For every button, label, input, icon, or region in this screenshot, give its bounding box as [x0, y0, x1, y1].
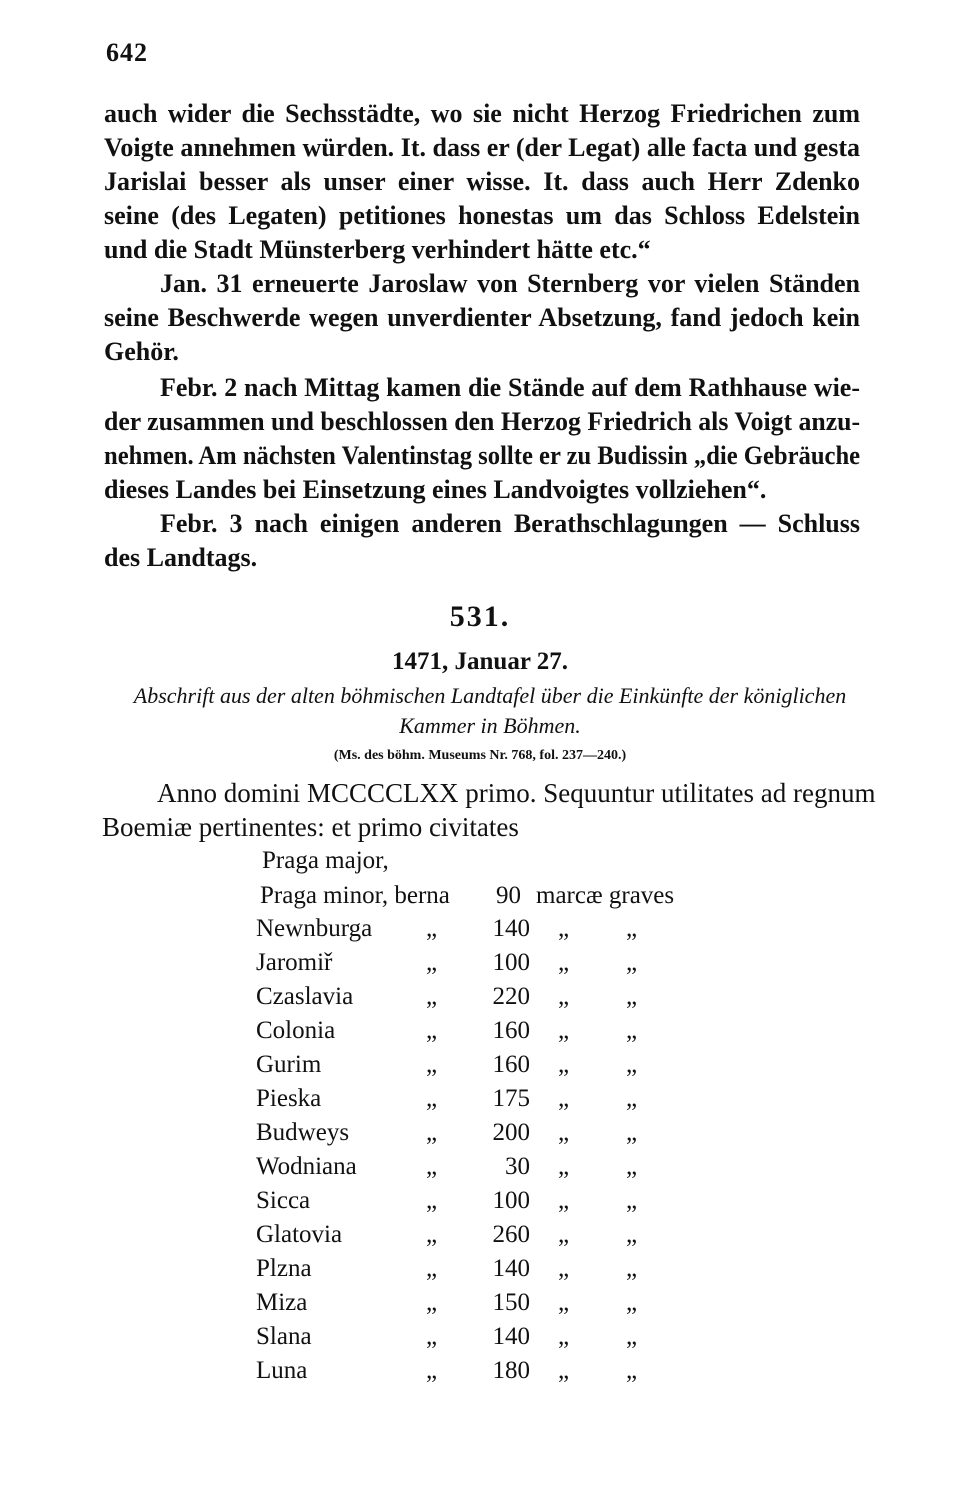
- place-name: Miza: [256, 1289, 308, 1316]
- ditto-mark: „: [426, 1323, 438, 1350]
- ditto-mark: „: [626, 915, 638, 942]
- place-name: Plzna: [256, 1255, 312, 1282]
- revenue-value: 175: [492, 1085, 530, 1112]
- table-row: [256, 1082, 716, 1116]
- paragraph-line: Jan. 31 erneuerte Jaroslaw von Sternberg vor vielen Ständen: [160, 269, 860, 298]
- revenue-value: 180: [492, 1357, 530, 1384]
- table-row: [256, 1150, 716, 1184]
- paragraph-line: seine (des Legaten) petitiones honestas um das Schloss Edelstein: [104, 201, 860, 230]
- ditto-mark: „: [558, 983, 570, 1010]
- revenue-value: 150: [492, 1289, 530, 1316]
- ditto-mark: „: [626, 949, 638, 976]
- revenue-value: 100: [492, 949, 530, 976]
- ditto-mark: „: [626, 1187, 638, 1214]
- ditto-mark: „: [558, 949, 570, 976]
- summary-line: Kammer in Böhmen.: [399, 713, 581, 738]
- document-summary: [110, 681, 870, 741]
- table-row: [256, 1320, 716, 1354]
- paragraph-line: des Landtags.: [104, 543, 258, 572]
- revenue-value: 140: [492, 1323, 530, 1350]
- table-row: [256, 1014, 716, 1048]
- ditto-mark: „: [626, 1255, 638, 1282]
- ditto-mark: „: [626, 983, 638, 1010]
- table-row: [256, 980, 716, 1014]
- ditto-mark: „: [626, 1221, 638, 1248]
- table-row: [256, 1116, 716, 1150]
- ditto-mark: „: [558, 1153, 570, 1180]
- ditto-mark: „: [426, 1187, 438, 1214]
- ditto-mark: „: [426, 1119, 438, 1146]
- ditto-mark: „: [558, 915, 570, 942]
- paragraph-line: Febr. 3 nach einigen anderen Berathschlagungen — Schluss: [160, 509, 860, 538]
- ditto-mark: „: [426, 1017, 438, 1044]
- intro-line: Boemiæ pertinentes: et primo civitates: [102, 812, 519, 842]
- paragraph-line: Gehör.: [104, 337, 179, 366]
- summary-line: Abschrift aus der alten böhmischen Landtafel über die Einkünfte der königlichen: [133, 683, 847, 708]
- revenue-value: 140: [492, 1255, 530, 1282]
- ditto-mark: „: [426, 949, 438, 976]
- document-source: (Ms. des böhm. Museums Nr. 768, fol. 237—240.): [333, 748, 627, 763]
- paragraph-line: der zusammen und beschlossen den Herzog Friedrich als Voigt anzu-: [104, 407, 861, 436]
- revenue-value: 200: [492, 1119, 530, 1146]
- ditto-mark: „: [426, 983, 438, 1010]
- place-name: Slana: [256, 1323, 312, 1350]
- table-row: [256, 1218, 716, 1252]
- place-name: Newnburga: [256, 915, 373, 942]
- document-date: 1471, Januar 27.: [392, 648, 568, 675]
- place-name: Pieska: [256, 1085, 322, 1112]
- ditto-mark: „: [626, 1119, 638, 1146]
- place-name: Colonia: [256, 1017, 336, 1044]
- second-city-row: [260, 880, 690, 912]
- ditto-mark: „: [558, 1017, 570, 1044]
- ditto-mark: „: [426, 1051, 438, 1078]
- paragraph-line: Febr. 2 nach Mittag kamen die Stände auf dem Rathhause wie-: [160, 373, 860, 402]
- ditto-mark: „: [558, 1187, 570, 1214]
- ditto-mark: „: [558, 1119, 570, 1146]
- ditto-mark: „: [558, 1051, 570, 1078]
- place-name: Jaromiř: [256, 949, 333, 976]
- ditto-mark: „: [558, 1357, 570, 1384]
- ditto-mark: „: [558, 1289, 570, 1316]
- ditto-mark: „: [626, 1357, 638, 1384]
- ditto-mark: „: [558, 1221, 570, 1248]
- second-city: Praga minor, berna: [260, 882, 450, 909]
- place-name: Czaslavia: [256, 983, 354, 1010]
- table-row: [256, 1286, 716, 1320]
- paragraph-line: auch wider die Sechsstädte, wo sie nicht Herzog Friedrichen zum: [104, 99, 860, 128]
- place-name: Budweys: [256, 1119, 350, 1146]
- paragraph-line: dieses Landes bei Einsetzung eines Landvoigtes vollziehen“.: [104, 475, 767, 504]
- paragraph-line: nehmen. Am nächsten Valentinstag sollte er zu Budissin „die Gebräuche: [104, 441, 861, 470]
- table-row: [256, 946, 716, 980]
- ditto-mark: „: [426, 1085, 438, 1112]
- first-city: Praga major,: [262, 847, 389, 874]
- paragraph-line: Jarislai besser als unser einer wisse. It. dass auch Herr Zdenko: [104, 167, 860, 196]
- revenue-value: 220: [492, 983, 530, 1010]
- revenue-value: 160: [492, 1017, 530, 1044]
- intro-line: Anno domini MCCCCLXX primo. Sequuntur utilitates ad regnum: [157, 778, 876, 808]
- paragraph-line: und die Stadt Münsterberg verhindert hätte etc.“: [104, 235, 651, 264]
- ditto-mark: „: [626, 1153, 638, 1180]
- second-city-value: 90: [496, 882, 521, 909]
- revenue-value: 260: [492, 1221, 530, 1248]
- ditto-mark: „: [426, 1289, 438, 1316]
- ditto-mark: „: [558, 1085, 570, 1112]
- ditto-mark: „: [626, 1051, 638, 1078]
- second-city-unit: marcæ graves: [536, 882, 675, 909]
- ditto-mark: „: [626, 1289, 638, 1316]
- ditto-mark: „: [626, 1017, 638, 1044]
- ditto-mark: „: [626, 1323, 638, 1350]
- table-row: [256, 1184, 716, 1218]
- place-name: Glatovia: [256, 1221, 343, 1248]
- place-name: Luna: [256, 1357, 308, 1384]
- ditto-mark: „: [626, 1085, 638, 1112]
- ditto-mark: „: [558, 1323, 570, 1350]
- table-row: [256, 1354, 716, 1388]
- ditto-mark: „: [426, 915, 438, 942]
- ditto-mark: „: [426, 1153, 438, 1180]
- ditto-mark: „: [426, 1221, 438, 1248]
- revenue-value: 100: [492, 1187, 530, 1214]
- ditto-mark: „: [426, 1357, 438, 1384]
- revenue-value: 140: [492, 915, 530, 942]
- ditto-mark: „: [426, 1255, 438, 1282]
- revenue-value: 30: [505, 1153, 530, 1180]
- table-row: [256, 1252, 716, 1286]
- revenue-value: 160: [492, 1051, 530, 1078]
- table-row: [256, 1048, 716, 1082]
- ditto-mark: „: [558, 1255, 570, 1282]
- place-name: Wodniana: [256, 1153, 357, 1180]
- document-number: 531.: [449, 600, 511, 633]
- page-number: 642: [106, 38, 148, 67]
- place-name: Sicca: [256, 1187, 311, 1214]
- place-name: Gurim: [256, 1051, 322, 1078]
- paragraph-line: Voigte annehmen würden. It. dass er (der Legat) alle facta und gesta: [104, 133, 860, 162]
- table-row: [256, 912, 716, 946]
- paragraph-line: seine Beschwerde wegen unverdienter Absetzung, fand jedoch kein: [104, 303, 860, 332]
